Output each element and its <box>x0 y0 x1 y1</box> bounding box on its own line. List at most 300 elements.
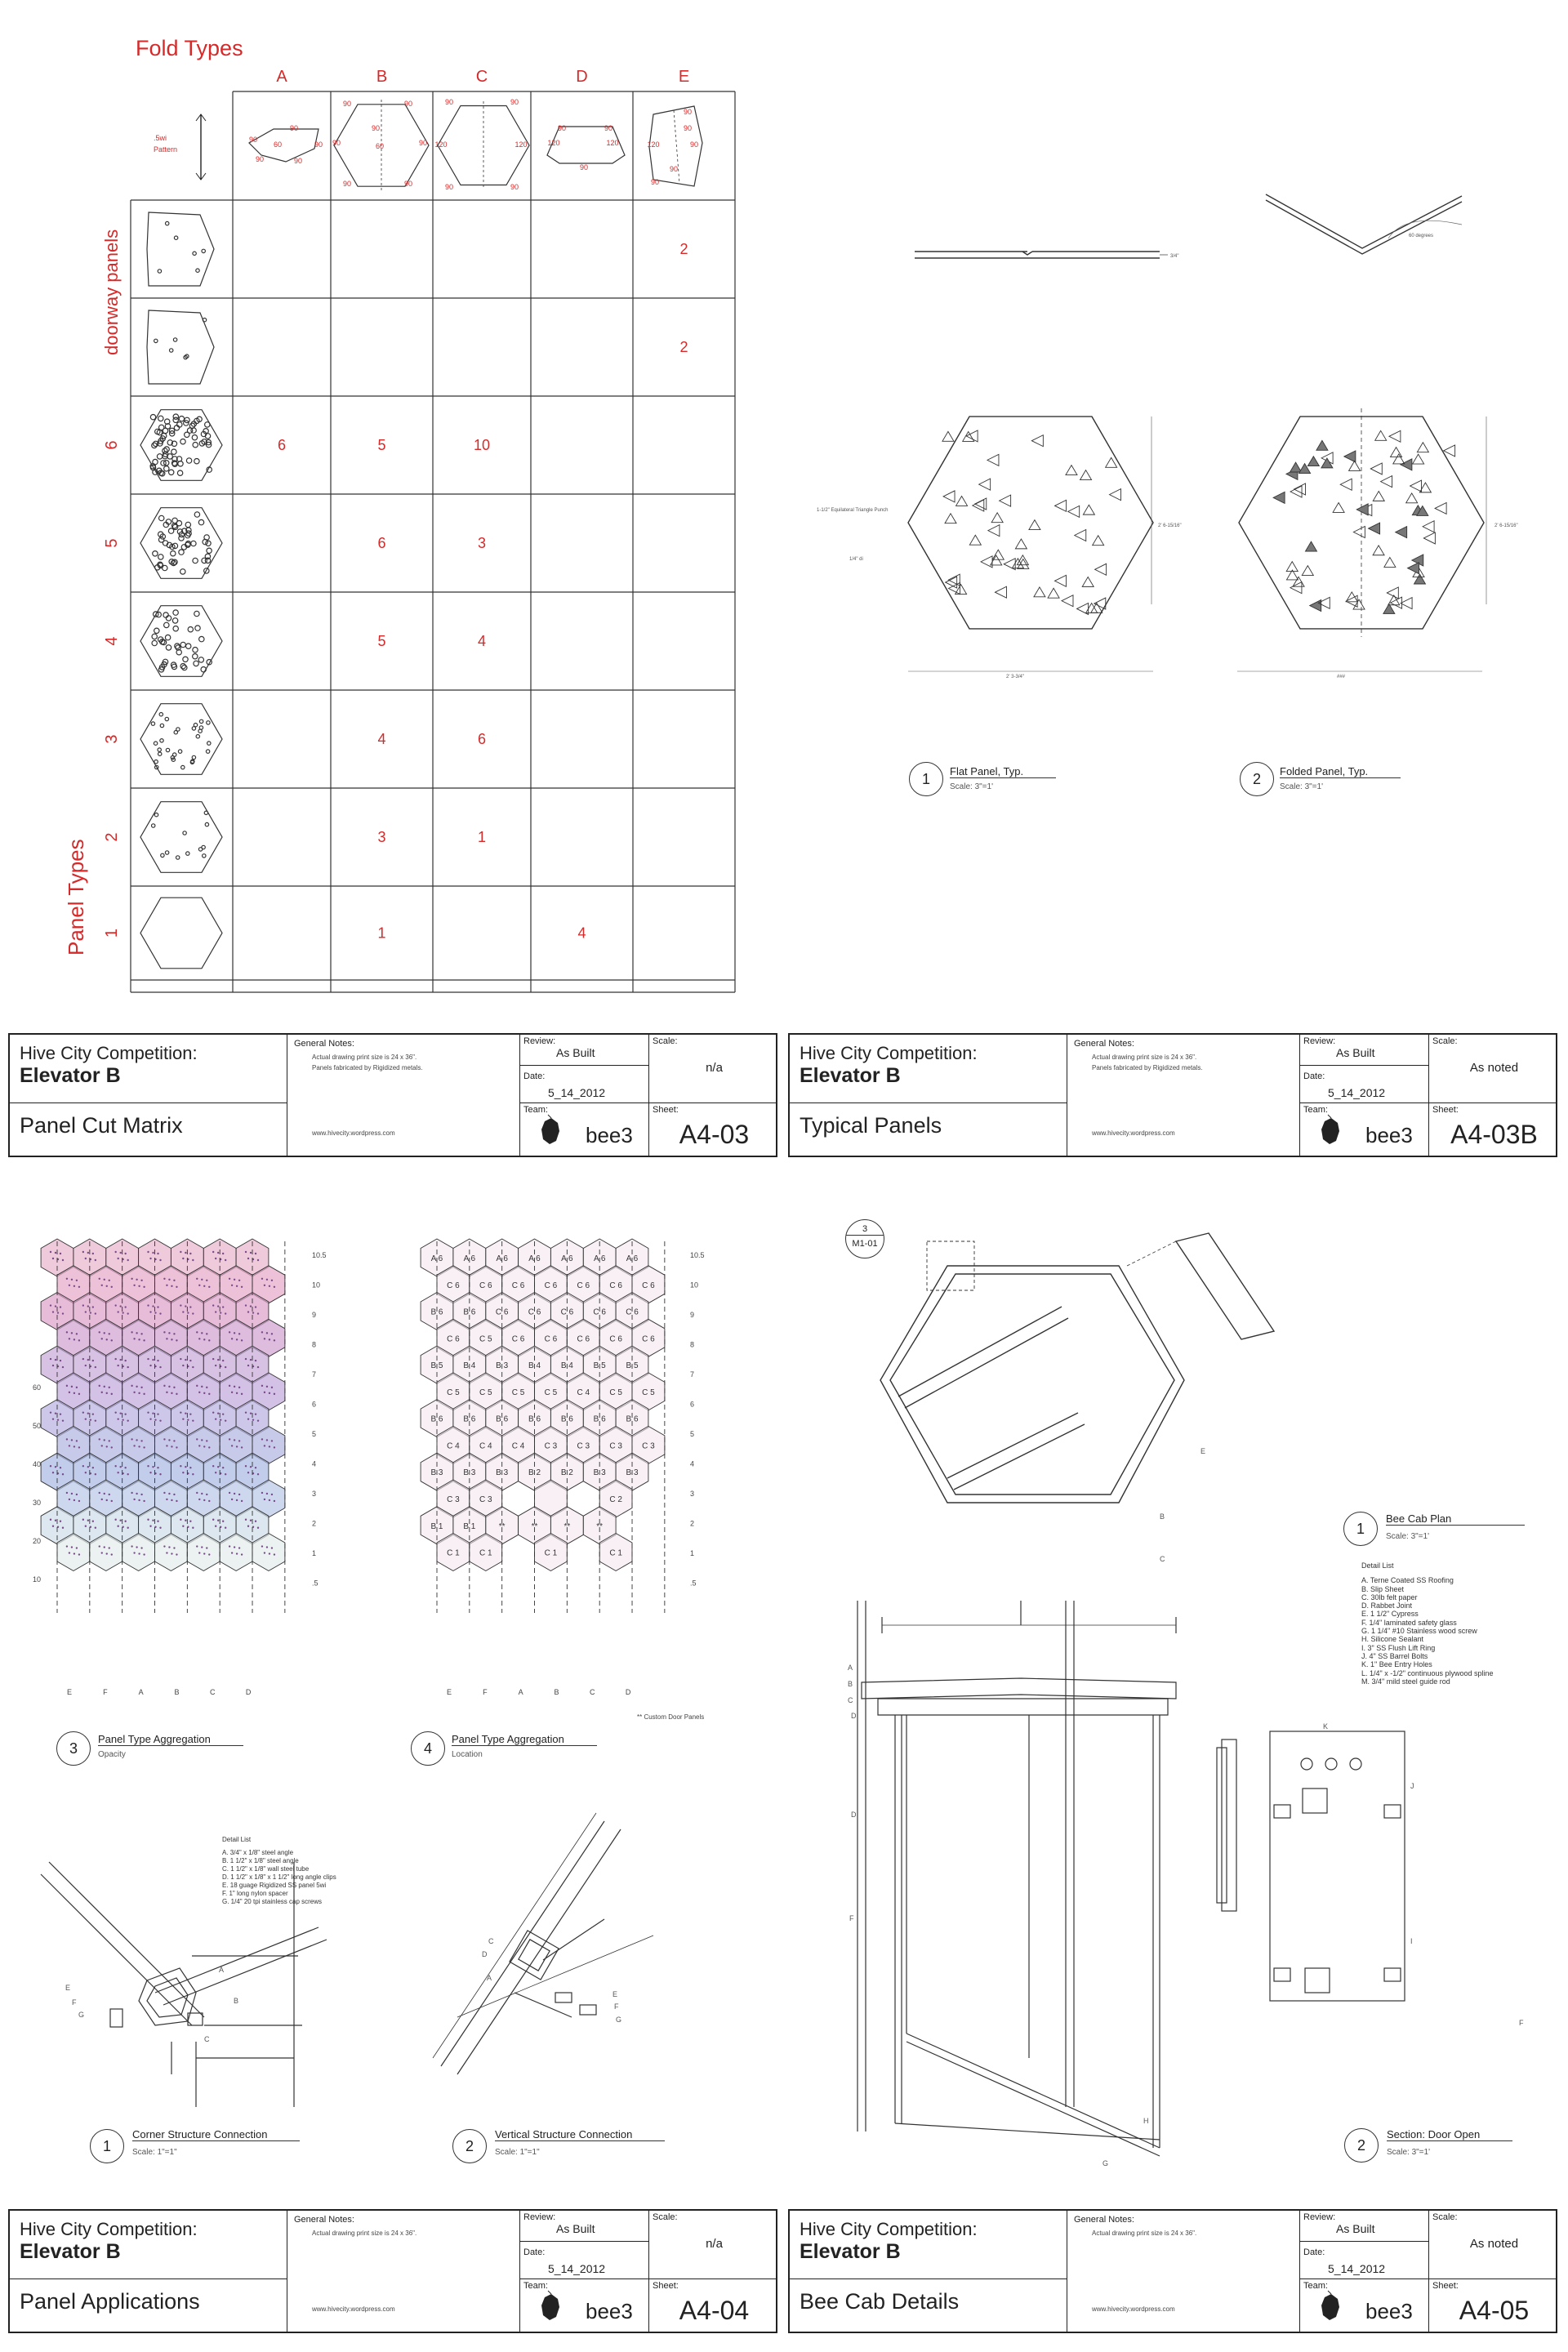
hex-panel-label: B 6 <box>496 1414 509 1424</box>
panel-type-icon <box>140 802 222 873</box>
website-url: www.hivecity.wordpress.com <box>1092 1129 1175 1137</box>
fold-angle-label: 90 <box>342 100 352 108</box>
height-tick: 3 <box>312 1490 317 1498</box>
detail-item: E. 1 1/2" Cypress <box>1361 1610 1419 1619</box>
note-line: Actual drawing print size is 24 x 36". <box>312 1054 417 1061</box>
bee-cab-section-drawing <box>858 1601 1405 2156</box>
matrix-count: 4 <box>377 731 386 747</box>
scale-value: n/a <box>706 1061 723 1075</box>
height-tick: 4 <box>690 1459 695 1468</box>
hex-panel-label: A 6 <box>430 1254 443 1263</box>
hex-panel-label: C 5 <box>544 1388 558 1397</box>
detail-item: I. 3" SS Flush Lift Ring <box>1361 1643 1436 1652</box>
percent-tick: 20 <box>33 1537 42 1545</box>
vertical-connection-title: Vertical Structure Connection <box>495 2128 665 2141</box>
matrix-count: 3 <box>477 535 487 551</box>
team-label: Team: <box>1303 1105 1328 1115</box>
date-label: Date: <box>523 2247 546 2257</box>
general-notes-label: General Notes: <box>294 1039 354 1049</box>
section-door-scale: Scale: 3"=1' <box>1387 2148 1430 2157</box>
hex-panel-label: B 6 <box>626 1414 639 1424</box>
sheet-label: Sheet: <box>653 2281 679 2291</box>
hex-panel-label: C 6 <box>447 1281 460 1290</box>
fold-angle-label: 90 <box>444 183 454 191</box>
hex-panel-label: B 2 <box>560 1468 573 1478</box>
detail-item: H. Silicone Sealant <box>1361 1635 1424 1644</box>
note-line: Actual drawing print size is 24 x 36". <box>312 2230 417 2237</box>
connection-details <box>33 1797 751 2140</box>
height-tick: 5 <box>312 1430 317 1438</box>
review-value: As Built <box>1336 2222 1375 2235</box>
sheet-title: Panel Cut Matrix <box>20 1113 183 1138</box>
hex-panel-label: B 3 <box>496 1361 509 1371</box>
scale-value: As noted <box>1469 1061 1519 1075</box>
date-label: Date: <box>1303 2247 1325 2257</box>
height-tick: 6 <box>312 1400 317 1409</box>
svg-text:F: F <box>1519 2019 1524 2027</box>
hex-panel-label: B 4 <box>528 1361 541 1371</box>
doorway-panels-label: doorway panels <box>101 229 122 355</box>
title-block <box>8 1033 777 1157</box>
team-value: bee3 <box>586 2299 633 2323</box>
bee-cab-detail-list <box>1361 1561 1494 1686</box>
section-door-title: Section: Door Open <box>1387 2128 1512 2141</box>
detail-item: F. 1" long nylon spacer <box>222 1890 288 1897</box>
date-label: Date: <box>1303 1071 1325 1081</box>
corner-connection-number: 1 <box>90 2129 124 2163</box>
detail-ref-sheet: M1-01 <box>852 1239 878 1249</box>
folded-panel-number: 2 <box>1240 762 1274 796</box>
height-tick: 8 <box>312 1340 317 1349</box>
sheet-number: A4-03B <box>1450 1120 1538 1149</box>
detail-item: C. 1 1/2" x 1/8" wall steel tube <box>222 1865 310 1873</box>
sheet-title: Typical Panels <box>800 1113 942 1138</box>
sheet-label: Sheet: <box>653 1105 679 1115</box>
svg-text:F: F <box>72 1998 77 2007</box>
project-name: Hive City Competition: <box>20 1043 198 1063</box>
panel-type-row-label: 3 <box>103 734 121 744</box>
elevation-label: D <box>625 1688 631 1696</box>
punch-note: 1-1/2" Equilateral Triangle Punch <box>817 508 889 513</box>
svg-text:B: B <box>234 1997 239 2005</box>
fold-angle-label: 90 <box>689 140 699 149</box>
corner-connection-title: Corner Structure Connection <box>132 2128 300 2141</box>
height-tick: .5 <box>312 1579 318 1588</box>
svg-text:F: F <box>614 2002 619 2011</box>
hex-panel-label: C 1 <box>447 1548 460 1558</box>
bee-logo-icon <box>1315 1115 1348 1147</box>
svg-text:C: C <box>848 1696 853 1704</box>
detail-item: K. 1" Bee Entry Holes <box>1361 1660 1432 1669</box>
hex-panel-label: C 5 <box>609 1388 622 1397</box>
fold-angle-label: 90 <box>444 98 454 106</box>
review-label: Review: <box>1303 1036 1336 1046</box>
hex-panel-label: ** <box>531 1521 538 1531</box>
height-tick: 9 <box>690 1311 695 1319</box>
folded-panel-title: Folded Panel, Typ. <box>1280 765 1401 778</box>
opacity-title: Panel Type Aggregation <box>98 1733 243 1746</box>
matrix-count: 2 <box>679 241 688 257</box>
svg-text:A: A <box>487 1974 492 1982</box>
hex-panel-label: C 6 <box>642 1334 655 1344</box>
hex-panel-label: C 6 <box>528 1307 541 1317</box>
hex-panel-label: C 4 <box>479 1441 492 1451</box>
panel-type-row-label: 2 <box>103 832 121 842</box>
general-notes-label: General Notes: <box>1074 2215 1134 2225</box>
matrix-title: Fold Types <box>136 36 243 60</box>
detail-reference-bubble <box>845 1219 884 1258</box>
matrix-count: 4 <box>477 633 487 649</box>
team-label: Team: <box>523 1105 548 1115</box>
review-value: As Built <box>556 2222 595 2235</box>
svg-text:F: F <box>849 1914 854 1922</box>
project-title: Elevator B <box>20 1064 121 1087</box>
flat-height-dim: 2' 6-15/16" <box>1158 523 1182 528</box>
hex-panel-label: C 5 <box>642 1388 655 1397</box>
vertical-connection-scale: Scale: 1"=1" <box>495 2148 540 2157</box>
flat-panel-number: 1 <box>909 762 943 796</box>
note-line: Actual drawing print size is 24 x 36". <box>1092 2230 1197 2237</box>
hex-panel-label: B 1 <box>430 1521 443 1531</box>
fold-angle-label: 90 <box>255 155 265 163</box>
fold-angle-label: 90 <box>557 124 567 132</box>
matrix-count: 5 <box>377 633 386 649</box>
hex-panel-label: C 6 <box>511 1334 525 1344</box>
height-tick: 5 <box>690 1430 695 1438</box>
fold-angle-label: 90 <box>418 139 428 147</box>
hex-panel-label: B 4 <box>463 1361 476 1371</box>
fold-angle-label: 120 <box>647 140 660 149</box>
svg-text:A: A <box>219 1966 225 1974</box>
height-tick: 9 <box>312 1311 317 1319</box>
fold-type-column-label: A <box>276 68 287 86</box>
panel-types-label: Panel Types <box>64 839 88 956</box>
height-tick: 7 <box>690 1370 695 1379</box>
fold-angle-label: 90 <box>293 157 303 165</box>
title-block <box>788 1033 1557 1157</box>
location-number: 4 <box>411 1731 445 1766</box>
hex-panel-label: ** <box>498 1521 506 1531</box>
svg-text:E: E <box>1200 1447 1206 1455</box>
project-name: Hive City Competition: <box>800 2219 978 2239</box>
website-url: www.hivecity.wordpress.com <box>312 1129 395 1137</box>
height-tick: 10 <box>312 1281 321 1290</box>
hex-panel-label: C 5 <box>479 1334 492 1344</box>
fold-angle-label: 120 <box>547 139 560 147</box>
panel-type-icon <box>140 898 222 969</box>
general-notes-label: General Notes: <box>1074 1039 1134 1049</box>
hex-panel-label: C 5 <box>479 1388 492 1397</box>
percent-tick: 10 <box>33 1575 42 1584</box>
detail-item: M. 3/4" mild steel guide rod <box>1361 1677 1450 1686</box>
title-block <box>788 2209 1557 2333</box>
fold-type-column-label: B <box>376 68 388 86</box>
hex-panel-label: C 4 <box>577 1388 590 1397</box>
date-value: 5_14_2012 <box>548 1086 606 1099</box>
hex-panel-label: C 6 <box>511 1281 525 1290</box>
location-title: Panel Type Aggregation <box>452 1733 597 1746</box>
fold-angle-label: 90 <box>289 124 299 132</box>
hex-panel-label: B 1 <box>463 1521 476 1531</box>
team-label: Team: <box>523 2281 548 2291</box>
matrix-count: 1 <box>477 829 487 845</box>
fold-angle-label: 120 <box>514 140 528 149</box>
scale-value: As noted <box>1469 2237 1519 2251</box>
hex-panel-label: C 1 <box>609 1548 622 1558</box>
detail-ref-number: 3 <box>846 1220 884 1236</box>
fold-angle-label: 90 <box>403 180 413 188</box>
height-tick: 10 <box>690 1281 699 1290</box>
hex-panel-label: C 3 <box>447 1494 460 1504</box>
scale-value: n/a <box>706 2237 723 2251</box>
hex-panel-label: C 5 <box>447 1388 460 1397</box>
location-sub: Location <box>452 1750 483 1759</box>
hex-panel-label: B 3 <box>430 1468 443 1478</box>
team-value: bee3 <box>1365 1123 1413 1147</box>
hex-panel-label: C 6 <box>577 1281 590 1290</box>
elevation-label: A <box>138 1688 144 1696</box>
svg-text:C: C <box>488 1937 494 1945</box>
section-door-number: 2 <box>1344 2128 1379 2163</box>
flat-panel-elevation <box>915 252 1168 258</box>
bee-cab-plan-title: Bee Cab Plan <box>1386 1512 1525 1526</box>
fold-angle-label: 90 <box>332 139 341 147</box>
svg-text:A: A <box>848 1664 853 1672</box>
hex-panel-label: B 6 <box>593 1414 606 1424</box>
svg-text:K: K <box>1323 1722 1329 1731</box>
hex-panel-label: B 3 <box>463 1468 476 1478</box>
sheet-label: Sheet: <box>1432 2281 1459 2291</box>
hex-panel-label: C 1 <box>479 1548 492 1558</box>
fold-angle-label: 90 <box>650 178 660 186</box>
hex-panel-label: A 6 <box>626 1254 639 1263</box>
hex-panel-label: A 6 <box>463 1254 476 1263</box>
matrix-count: 6 <box>277 437 287 453</box>
percent-tick: 60 <box>33 1383 42 1392</box>
vertical-connection-drawing <box>433 1813 653 2074</box>
flat-dim-label: 3/4" <box>1170 254 1179 259</box>
detail-item: D. 1 1/2" x 1/8" x 1 1/2" long angle clips <box>222 1873 336 1881</box>
date-value: 5_14_2012 <box>1328 2262 1386 2275</box>
scale-label: Scale: <box>653 1036 678 1046</box>
elevation-label: E <box>66 1688 73 1696</box>
corner-connection-scale: Scale: 1"=1" <box>132 2148 177 2157</box>
hex-panel-label: C 6 <box>447 1334 460 1344</box>
percent-tick: 30 <box>33 1499 42 1507</box>
matrix-count: 6 <box>477 731 487 747</box>
hex-panel-label: B 6 <box>430 1307 443 1317</box>
elevation-label: A <box>518 1688 523 1696</box>
height-tick: 4 <box>312 1459 317 1468</box>
hex-panel-label: C 3 <box>544 1441 558 1451</box>
bee-logo-icon <box>1315 2291 1348 2323</box>
panel-aggregation-drawings <box>24 1241 743 1699</box>
date-value: 5_14_2012 <box>548 2262 606 2275</box>
project-title: Elevator B <box>800 2240 901 2263</box>
panel-type-row-label: 1 <box>103 928 121 938</box>
fold-angle-label: 60 <box>273 140 283 149</box>
opacity-sub: Opacity <box>98 1750 126 1759</box>
note-line: Panels fabricated by Rigidized metals. <box>1092 1064 1203 1071</box>
bee-logo-icon <box>535 2291 568 2323</box>
date-label: Date: <box>523 1071 546 1081</box>
elevation-label: C <box>210 1688 216 1696</box>
svg-text:G: G <box>78 2011 85 2019</box>
bee-cab-plan-drawing <box>880 1233 1274 1503</box>
fold-angle-label: 90 <box>604 124 613 132</box>
hex-panel-label: B 6 <box>560 1414 573 1424</box>
flat-panel-scale: Scale: 3"=1' <box>950 782 993 791</box>
note-line: Panels fabricated by Rigidized metals. <box>312 1064 423 1071</box>
flat-panel-plan <box>908 416 1153 629</box>
folded-height-dim: 2' 6-15/16" <box>1494 523 1518 528</box>
hex-panel-label: C 6 <box>560 1307 574 1317</box>
sheet-number: A4-05 <box>1459 2296 1530 2325</box>
bee-cab-plan-scale: Scale: 3"=1' <box>1386 1532 1429 1541</box>
panel-type-row-label: 4 <box>103 636 121 646</box>
pattern-label: .5wi <box>154 134 167 142</box>
bee-detail-list-title: Detail List <box>1361 1561 1394 1570</box>
percent-tick: 50 <box>33 1422 42 1430</box>
hex-panel-label: C 3 <box>642 1441 655 1451</box>
sheet-title: Bee Cab Details <box>800 2289 960 2314</box>
hex-panel-label: C 2 <box>609 1494 622 1504</box>
detail-list-title: Detail List <box>222 1836 252 1843</box>
fold-type-column-label: C <box>475 68 488 86</box>
hex-panel-label: B 4 <box>560 1361 573 1371</box>
detail-item: D. Rabbet Joint <box>1361 1601 1413 1610</box>
fold-angle-label: 90 <box>510 183 519 191</box>
matrix-count: 5 <box>377 437 386 453</box>
pattern-label: Pattern <box>154 145 178 154</box>
scale-label: Scale: <box>1432 1036 1458 1046</box>
panel-type-row-label: 5 <box>103 538 121 548</box>
hex-panel-label: ** <box>596 1521 604 1531</box>
fold-angle-label: 90 <box>248 136 258 144</box>
opacity-number: 3 <box>56 1731 91 1766</box>
detail-item: B. 1 1/2" x 1/8" steel angle <box>222 1857 299 1864</box>
hex-panel-label: C 6 <box>609 1334 622 1344</box>
detail-item: E. 18 guage Rigidized SS panel 5wi <box>222 1882 327 1889</box>
hex-panel-label: B 5 <box>593 1361 606 1371</box>
flat-panel-title: Flat Panel, Typ. <box>950 765 1056 778</box>
corner-leader-labels <box>65 1966 238 2043</box>
fold-type-column-label: E <box>678 68 690 86</box>
matrix-count: 3 <box>377 829 386 845</box>
svg-text:D: D <box>482 1950 488 1958</box>
height-tick: 8 <box>690 1340 695 1349</box>
bee-logo-icon <box>535 1115 568 1147</box>
corner-connection-drawing <box>41 1862 327 2107</box>
fold-angle-label: 90 <box>669 165 679 173</box>
hex-panel-label: C 6 <box>577 1334 590 1344</box>
fold-angle-label: 90 <box>683 124 693 132</box>
fold-angle-label: 90 <box>342 180 352 188</box>
detail-item: L. 1/4" x -1/2" continuous plywood spline <box>1361 1668 1494 1677</box>
hex-panel-label: C 6 <box>495 1307 509 1317</box>
hex-panel-label: B 6 <box>463 1307 476 1317</box>
hex-panel-label: C 1 <box>544 1548 558 1558</box>
flat-width-dim: 2' 3-3/4" <box>1006 675 1024 679</box>
title-block <box>8 2209 777 2333</box>
detail-item: F. 1/4" laminated safety glass <box>1361 1618 1457 1627</box>
hex-panel-label: B 5 <box>626 1361 639 1371</box>
project-name: Hive City Competition: <box>800 1043 978 1063</box>
matrix-count: 2 <box>679 339 688 355</box>
folded-panel-plan <box>1239 408 1484 637</box>
svg-text:D: D <box>851 1811 857 1819</box>
fold-angle-label: 90 <box>371 124 381 132</box>
detail-item: G. 1/4" 20 tpi stainless cap screws <box>222 1898 323 1905</box>
detail-item: J. 4" SS Barrel Bolts <box>1361 1651 1428 1660</box>
general-notes-label: General Notes: <box>294 2215 354 2225</box>
bee-cab-plan-number: 1 <box>1343 1512 1378 1546</box>
sheet-number: A4-04 <box>679 2296 750 2325</box>
hex-panel-label: A 6 <box>496 1254 508 1263</box>
folded-width-dim: ### <box>1337 675 1346 679</box>
team-label: Team: <box>1303 2281 1328 2291</box>
bee-cab-drawings <box>817 1209 1552 2213</box>
hex-panel-label: B 6 <box>528 1414 541 1424</box>
svg-text:B: B <box>1160 1512 1165 1521</box>
panel-type-icon <box>140 704 222 775</box>
hex-panel-label: C 4 <box>511 1441 525 1451</box>
height-tick: 2 <box>312 1519 317 1528</box>
hex-panel-label: C 3 <box>577 1441 590 1451</box>
svg-text:E: E <box>612 1990 618 1998</box>
hex-panel-label: C 6 <box>544 1281 558 1290</box>
height-tick: 2 <box>690 1519 695 1528</box>
svg-text:I: I <box>1410 1937 1413 1945</box>
hex-panel-label: ** <box>564 1521 571 1531</box>
hex-panel-label: B 6 <box>430 1414 443 1424</box>
hex-panel-label: A 6 <box>528 1254 541 1263</box>
elevation-label: B <box>174 1688 180 1696</box>
hex-panel-label: C 6 <box>609 1281 622 1290</box>
svg-text:G: G <box>1102 2159 1109 2167</box>
folded-panel-elevation <box>1266 194 1462 254</box>
website-url: www.hivecity.wordpress.com <box>1092 2305 1175 2313</box>
date-value: 5_14_2012 <box>1328 1086 1386 1099</box>
matrix-count: 4 <box>577 924 586 942</box>
sheet-label: Sheet: <box>1432 1105 1459 1115</box>
elevation-label: C <box>590 1688 595 1696</box>
custom-door-note: ** Custom Door Panels <box>637 1713 705 1721</box>
hex-panel-label: B 3 <box>496 1468 509 1478</box>
review-value: As Built <box>556 1046 595 1059</box>
fold-angle-label: 120 <box>606 139 619 147</box>
team-value: bee3 <box>1365 2299 1413 2323</box>
review-label: Review: <box>523 2212 556 2222</box>
height-tick: 10.5 <box>312 1251 327 1259</box>
svg-text:C: C <box>204 2035 210 2043</box>
height-tick: 6 <box>690 1400 695 1409</box>
hex-panel-label: C 5 <box>511 1388 525 1397</box>
fold-angle-label: 60 degrees <box>1409 234 1434 238</box>
hex-panel-label: B 2 <box>528 1468 541 1478</box>
hex-panel-label: C 6 <box>593 1307 606 1317</box>
hex-panel-label: C 6 <box>479 1281 492 1290</box>
fold-angle-label: 120 <box>434 140 448 149</box>
team-value: bee3 <box>586 1123 633 1147</box>
fold-angle-label: 90 <box>403 100 413 108</box>
panel-type-icon <box>140 508 222 579</box>
detail-item: A. 3/4" x 1/8" steel angle <box>222 1849 294 1856</box>
height-tick: 1 <box>690 1549 695 1557</box>
height-tick: .5 <box>690 1579 697 1588</box>
detail-item: C. 30lb felt paper <box>1361 1592 1418 1601</box>
elevation-label: D <box>245 1688 252 1696</box>
